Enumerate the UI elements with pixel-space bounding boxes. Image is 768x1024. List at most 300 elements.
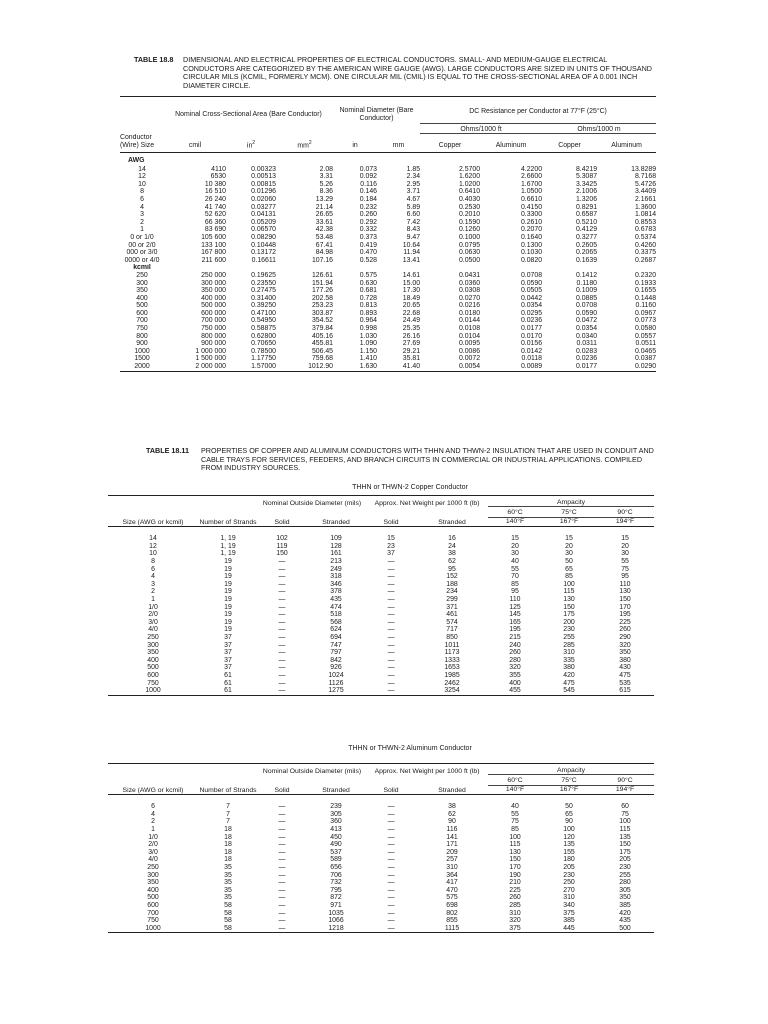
table-cell: 116 — [446, 826, 458, 833]
table-cell: — — [387, 626, 395, 634]
table-cell: 00 or 2/0 — [128, 241, 156, 249]
table-cell: 380 — [619, 656, 631, 664]
table-cell: 299 — [446, 595, 458, 603]
table-cell: 280 — [509, 656, 521, 664]
table-cell: — — [387, 641, 395, 649]
awg-group — [120, 152, 656, 264]
table-row — [108, 642, 654, 650]
table-cell: 1 — [140, 226, 144, 234]
header-stranded: Stranded — [322, 786, 350, 794]
table-cell: 135 — [619, 833, 631, 841]
table-cell: 1000 — [145, 687, 161, 695]
table-row — [120, 287, 656, 295]
table-cell: 1/0 — [148, 833, 158, 841]
table-cell: 177.26 — [311, 287, 334, 295]
table-cell: 350 — [147, 879, 159, 887]
table-cell: 41 740 — [204, 203, 226, 211]
header-167f: 167°F — [559, 517, 579, 525]
table-label: TABLE 18.11 — [146, 446, 190, 455]
table-cell: 7.42 — [406, 218, 421, 226]
table-cell: 0.184 — [359, 195, 378, 203]
table-cell: 535 — [619, 679, 631, 687]
table-cell: 102 — [276, 535, 288, 543]
aluminum-section-title: THHN or THWN-2 Aluminum Conductor — [348, 745, 472, 752]
table-cell: 575 — [446, 894, 458, 902]
table-cell: 70 — [511, 573, 519, 581]
table-cell: 500 — [136, 302, 148, 310]
table-cell: — — [387, 633, 395, 641]
table-cell: 3254 — [444, 687, 460, 695]
table-cell: 65 — [565, 565, 573, 573]
table-row — [108, 573, 654, 581]
table-cell: 8.7168 — [634, 173, 657, 181]
table-cell: — — [387, 863, 395, 871]
table-cell: 100 — [563, 826, 575, 833]
table-cell: 12 — [149, 542, 157, 550]
table-cell: 130 — [509, 848, 521, 856]
table-cell: 3.31 — [319, 173, 334, 181]
table-cell: 320 — [509, 664, 521, 672]
table-cell: 171 — [446, 841, 458, 849]
table-cell: 500 — [147, 894, 159, 902]
table-cell: 260 — [509, 894, 521, 902]
table-cell: 0.0500 — [458, 256, 481, 264]
header-aluminum-ft: Aluminum — [495, 142, 527, 149]
table-cell: 19 — [224, 580, 232, 588]
table-cell: 0.728 — [359, 294, 378, 302]
table-row — [120, 226, 656, 234]
table-cell: 0.0360 — [458, 279, 481, 287]
table-cell: 234 — [446, 588, 458, 596]
table-row — [108, 811, 654, 819]
table-cell: 0.1009 — [575, 287, 598, 295]
table-cell: 0.0340 — [575, 332, 598, 340]
table-cell: 1218 — [328, 924, 344, 932]
table-cell: 38 — [448, 803, 456, 811]
aluminum-table-header — [108, 764, 654, 795]
table-cell: 0.47100 — [251, 309, 276, 317]
table-cell: 95 — [511, 588, 519, 596]
table-cell: 405.16 — [311, 332, 334, 340]
table-cell: 23 — [387, 542, 395, 550]
table-cell: 170 — [619, 603, 631, 611]
table-cell: 285 — [509, 901, 521, 909]
table-cell: 141 — [446, 833, 458, 841]
table-cell: 95 — [448, 565, 456, 573]
table-row — [120, 234, 656, 242]
table-cell: 400 — [147, 886, 159, 894]
table-cell: 700 — [147, 909, 159, 917]
table-cell: 0.0236 — [575, 355, 598, 363]
table-cell: 900 000 — [201, 340, 226, 348]
table-cell: 0.4129 — [575, 226, 598, 234]
table-cell: 0.06570 — [251, 226, 276, 234]
table-cell: 0.0104 — [458, 332, 481, 340]
table-cell: 1.150 — [359, 347, 378, 355]
table-cell: 115 — [509, 841, 521, 849]
table-cell: 1.410 — [359, 355, 378, 363]
table-cell: 0.13172 — [251, 249, 276, 257]
table-cell: 400 000 — [201, 294, 226, 302]
table-cell: 435 — [619, 917, 631, 925]
table-cell: 0.0708 — [575, 302, 598, 310]
table-cell: 0.373 — [359, 233, 378, 241]
table-cell: 24.49 — [402, 317, 421, 325]
table-cell: 18 — [224, 833, 232, 841]
table-cell: 0.0354 — [520, 302, 543, 310]
table-cell: — — [387, 909, 395, 917]
table-cell: — — [387, 611, 395, 619]
table-cell: 0.681 — [359, 287, 378, 295]
table-cell: 29.21 — [402, 347, 421, 355]
table-cell: 385 — [619, 901, 631, 909]
table-cell: 350 — [619, 894, 631, 902]
table-cell: 0.62800 — [251, 332, 276, 340]
header-stranded: Stranded — [322, 518, 350, 526]
table-cell: 2 000 000 — [195, 363, 226, 371]
table-cell: 5.89 — [406, 203, 421, 211]
table-cell: 700 — [136, 317, 148, 325]
table-cell: 260 — [619, 626, 631, 634]
table-cell: 7 — [226, 818, 230, 826]
table-cell: 435 — [330, 595, 342, 603]
table-cell: 1985 — [444, 671, 460, 679]
table-cell: 260 — [509, 649, 521, 657]
table-cell: — — [387, 573, 395, 581]
table-row — [120, 181, 656, 189]
table-row — [108, 872, 654, 880]
table-cell: 0.0095 — [458, 340, 481, 348]
table-cell: 5.3087 — [575, 173, 598, 181]
table-row — [120, 310, 656, 318]
table-cell: 4 — [140, 203, 144, 211]
table-cell: 8 — [151, 558, 155, 565]
table-cell: — — [387, 679, 395, 687]
table-cell: 0.4260 — [634, 241, 657, 249]
table-cell: 0000 or 4/0 — [124, 256, 160, 264]
header-194f: 194°F — [615, 517, 635, 525]
table-cell: 13.8289 — [631, 165, 657, 173]
table-cell: 0.419 — [359, 241, 378, 249]
table-cell: 0.4030 — [458, 195, 481, 203]
table-cell: — — [278, 656, 286, 664]
table-cell: 12 — [138, 173, 146, 181]
header-90c: 90°C — [596, 507, 654, 517]
table-cell: 4/0 — [148, 856, 158, 864]
table-cell: 5.26 — [319, 180, 334, 188]
table-cell: — — [278, 803, 286, 811]
header-solid: Solid — [383, 518, 399, 526]
table-cell: 2 — [151, 588, 155, 596]
table-cell: 83 690 — [204, 226, 226, 234]
table-cell: 213 — [330, 558, 342, 565]
table-cell: 0.0465 — [634, 347, 657, 355]
table-cell: 1653 — [444, 664, 460, 672]
table-row — [120, 257, 656, 265]
table-row — [108, 818, 654, 826]
table-cell: 2.34 — [406, 173, 421, 181]
table-cell: 50 — [565, 803, 573, 811]
table-cell: 290 — [619, 633, 631, 641]
table-cell: 150 — [619, 595, 631, 603]
table-cell: 239 — [330, 803, 342, 811]
table-cell: 475 — [563, 679, 575, 687]
table-cell: 209 — [446, 848, 458, 856]
table-cell: 0.0308 — [458, 287, 481, 295]
table-cell: 145 — [509, 611, 521, 619]
table-cell: 340 — [563, 901, 575, 909]
table-cell: — — [387, 879, 395, 887]
table-cell: 19 — [224, 611, 232, 619]
table-cell: — — [278, 894, 286, 902]
table-cell: 461 — [446, 611, 458, 619]
table-cell: 250 — [147, 863, 159, 871]
table-cell: 750 — [147, 917, 159, 925]
table-cell: 0.0072 — [458, 355, 481, 363]
table-cell: 18 — [224, 826, 232, 833]
table-cell: 175 — [563, 611, 575, 619]
table-cell: 0.073 — [359, 165, 378, 173]
table-cell: 55 — [511, 810, 519, 818]
table-cell: 90 — [448, 818, 456, 826]
table-row — [120, 295, 656, 303]
table-cell: 0.2065 — [575, 249, 598, 257]
table-cell: 10 — [149, 550, 157, 558]
table-cell: — — [278, 611, 286, 619]
table-cell: 115 — [563, 588, 575, 596]
table-cell: 1000 — [134, 347, 150, 355]
table-cell: 0.01296 — [251, 188, 276, 196]
table-cell: 0.5210 — [575, 218, 598, 226]
table-cell: 61 — [224, 671, 232, 679]
table-cell: 0.5374 — [634, 233, 657, 241]
table-cell: 1, 19 — [220, 535, 236, 543]
table-cell: 0 or 1/0 — [130, 233, 154, 241]
table-cell: 0.8291 — [575, 203, 598, 211]
table-cell: 41.40 — [402, 363, 421, 371]
table-cell: 75 — [621, 810, 629, 818]
table-cell: — — [387, 671, 395, 679]
table-cell: — — [387, 656, 395, 664]
copper-conductor-table — [108, 495, 654, 696]
table-cell: 355 — [509, 671, 521, 679]
table-cell: 0.0156 — [520, 340, 543, 348]
table-cell: 2.95 — [406, 180, 421, 188]
table-cell: 18 — [224, 856, 232, 864]
table-cell: 1 500 000 — [195, 355, 226, 363]
table-cell: — — [278, 664, 286, 672]
table-cell: 270 — [563, 886, 575, 894]
table-cell: 0.27475 — [251, 287, 276, 295]
table-row — [108, 803, 654, 811]
table-cell: 0.2530 — [458, 203, 481, 211]
table-cell: 0.2070 — [520, 226, 543, 234]
table-cell: 7 — [226, 810, 230, 818]
table-cell: 1/0 — [148, 603, 158, 611]
table-cell: 0.05209 — [251, 218, 276, 226]
header-copper-m: Copper — [558, 142, 581, 149]
table-row — [120, 325, 656, 333]
table-cell: 130 — [619, 588, 631, 596]
table-row — [120, 317, 656, 325]
table-row — [120, 249, 656, 257]
table-cell: 1 000 000 — [195, 347, 226, 355]
table-cell: 0.0431 — [458, 271, 481, 279]
table-row — [108, 826, 654, 834]
table-cell: 8.4219 — [575, 165, 598, 173]
table-row — [120, 355, 656, 363]
table-row — [108, 664, 654, 672]
table-cell: 0.0773 — [634, 317, 657, 325]
table-row — [108, 672, 654, 680]
table-cell: — — [387, 687, 395, 695]
table-cell: 926 — [330, 664, 342, 672]
table-cell: 303.87 — [311, 309, 334, 317]
table-cell: 0.0283 — [575, 347, 598, 355]
copper-table-header — [108, 496, 654, 527]
table-cell: 0.1300 — [520, 241, 543, 249]
table-cell: 14.61 — [402, 271, 421, 279]
table-cell: 300 000 — [201, 279, 226, 287]
table-cell: 600 — [136, 309, 148, 317]
table-cell: 30 — [565, 550, 573, 558]
table-cell: 0.0557 — [634, 332, 657, 340]
table-row — [108, 588, 654, 596]
table-cell: — — [387, 810, 395, 818]
table-cell: 0.1000 — [458, 233, 481, 241]
table-cell: 62 — [448, 810, 456, 818]
table-cell: — — [387, 871, 395, 879]
table-cell: — — [278, 909, 286, 917]
table-cell: 1, 19 — [220, 550, 236, 558]
table-cell: 0.0177 — [575, 363, 598, 371]
table-cell: 350 — [619, 649, 631, 657]
table-cell: 624 — [330, 626, 342, 634]
table-cell: 35 — [224, 894, 232, 902]
table-cell: — — [278, 580, 286, 588]
table-row — [108, 856, 654, 864]
table-cell: 0.31400 — [251, 294, 276, 302]
header-area: Nominal Cross-Sectional Area (Bare Conductor) — [175, 111, 322, 118]
table-cell: 5.4726 — [634, 180, 657, 188]
table-cell: 0.0142 — [520, 347, 543, 355]
table-cell: 350 — [147, 649, 159, 657]
header-60c: 60°C — [488, 775, 542, 785]
table-cell: 568 — [330, 618, 342, 626]
header-90c: 90°C — [596, 775, 654, 785]
table-cell: 855 — [446, 917, 458, 925]
table-cell: 18.49 — [402, 294, 421, 302]
table-cell: — — [278, 863, 286, 871]
table-cell: 4 — [151, 573, 155, 581]
table-cell: 2.6600 — [520, 173, 543, 181]
table-cell: 0.02060 — [251, 195, 276, 203]
table-cell: 0.04131 — [251, 211, 276, 219]
table-cell: 3 — [151, 580, 155, 588]
table-cell: 0.0108 — [458, 325, 481, 333]
table-cell: 150 — [563, 603, 575, 611]
table-cell: 130 — [563, 595, 575, 603]
table-cell: 600 — [147, 901, 159, 909]
table-cell: 500 — [147, 664, 159, 672]
table-cell: 615 — [619, 687, 631, 695]
table-cell: 60 — [621, 803, 629, 811]
table-row — [120, 196, 656, 204]
table-cell: — — [278, 833, 286, 841]
table-cell: 15 — [565, 535, 573, 543]
table-cell: 0.08290 — [251, 233, 276, 241]
table-cell: 205 — [563, 863, 575, 871]
table-cell: 152 — [446, 573, 458, 581]
table-cell: 0.2010 — [458, 211, 481, 219]
table-cell: 1, 19 — [220, 542, 236, 550]
table-cell: — — [387, 558, 395, 565]
table-cell: 85 — [565, 573, 573, 581]
table-cell: 3.71 — [406, 188, 421, 196]
table-cell: 400 — [509, 679, 521, 687]
table-cell: 151.94 — [311, 279, 334, 287]
table-cell: 455.81 — [311, 340, 334, 348]
table-cell: 1333 — [444, 656, 460, 664]
table-cell: 0.0885 — [575, 294, 598, 302]
table-cell: 22.68 — [402, 309, 421, 317]
table-cell: 0.964 — [359, 317, 378, 325]
table-cell: 0.54950 — [251, 317, 276, 325]
header-in2: in — [246, 142, 253, 149]
header-solid: Solid — [383, 786, 399, 794]
table-cell: 0.2610 — [520, 218, 543, 226]
table-cell: 225 — [509, 886, 521, 894]
table-cell: 2 — [140, 218, 144, 226]
table-cell: — — [387, 595, 395, 603]
header-copper-ft: Copper — [438, 142, 462, 149]
table-cell: 0.813 — [359, 302, 378, 310]
table-cell: 126.61 — [311, 271, 334, 279]
table-cell: 0.1640 — [520, 233, 543, 241]
table-cell: 0.893 — [359, 309, 378, 317]
table-cell: — — [278, 595, 286, 603]
table-cell: 0.0180 — [458, 309, 481, 317]
table-cell: 1.85 — [406, 165, 421, 173]
table-cell: 195 — [619, 611, 631, 619]
table-cell: 210 — [509, 879, 521, 887]
table-cell: 105 600 — [201, 233, 226, 241]
caption-text: DIMENSIONAL AND ELECTRICAL PROPERTIES OF ELECTRICAL CONDUCTORS. SMALL- AND MEDIUM-GAUGE ELECTRICAL CONDUCTORS ARE CATEGORIZED BY THE AMERICAN WIRE GAUGE (AWG). LARGE CONDUCTORS ARE SIZED IN UNITS OF THOUSAND CIRCULAR MILS (KCMIL, FORMERLY MCM). ONE CIRCULAR MIL (CMIL) IS EQUAL TO THE CROSS-SECTIONAL AREA OF A 0.001 INCH DIAMETER CIRCLE. — [183, 55, 652, 90]
table-cell: 0.6410 — [458, 188, 481, 196]
table-cell: 0.0054 — [458, 363, 481, 371]
table-cell: 19 — [224, 603, 232, 611]
table-cell: 1126 — [328, 679, 344, 687]
table-row — [120, 340, 656, 348]
table-cell: 19 — [224, 558, 232, 565]
table-cell: 346 — [330, 580, 342, 588]
table-cell: 38 — [448, 550, 456, 558]
table-cell: 1.030 — [359, 332, 378, 340]
group-label-kcmil: kcmil — [133, 264, 151, 272]
table-cell: 732 — [330, 879, 342, 887]
table-cell: 872 — [330, 894, 342, 902]
table-cell: — — [278, 565, 286, 573]
table-cell: 58 — [224, 909, 232, 917]
table-row — [108, 887, 654, 895]
table-cell: 2462 — [444, 679, 460, 687]
table-cell: 518 — [330, 611, 342, 619]
table-cell: 26 240 — [204, 195, 226, 203]
table-cell: 67.41 — [315, 241, 334, 249]
table-cell: 37 — [224, 656, 232, 664]
table-cell: 16 — [448, 535, 456, 543]
table-cell: 0.0270 — [458, 294, 481, 302]
